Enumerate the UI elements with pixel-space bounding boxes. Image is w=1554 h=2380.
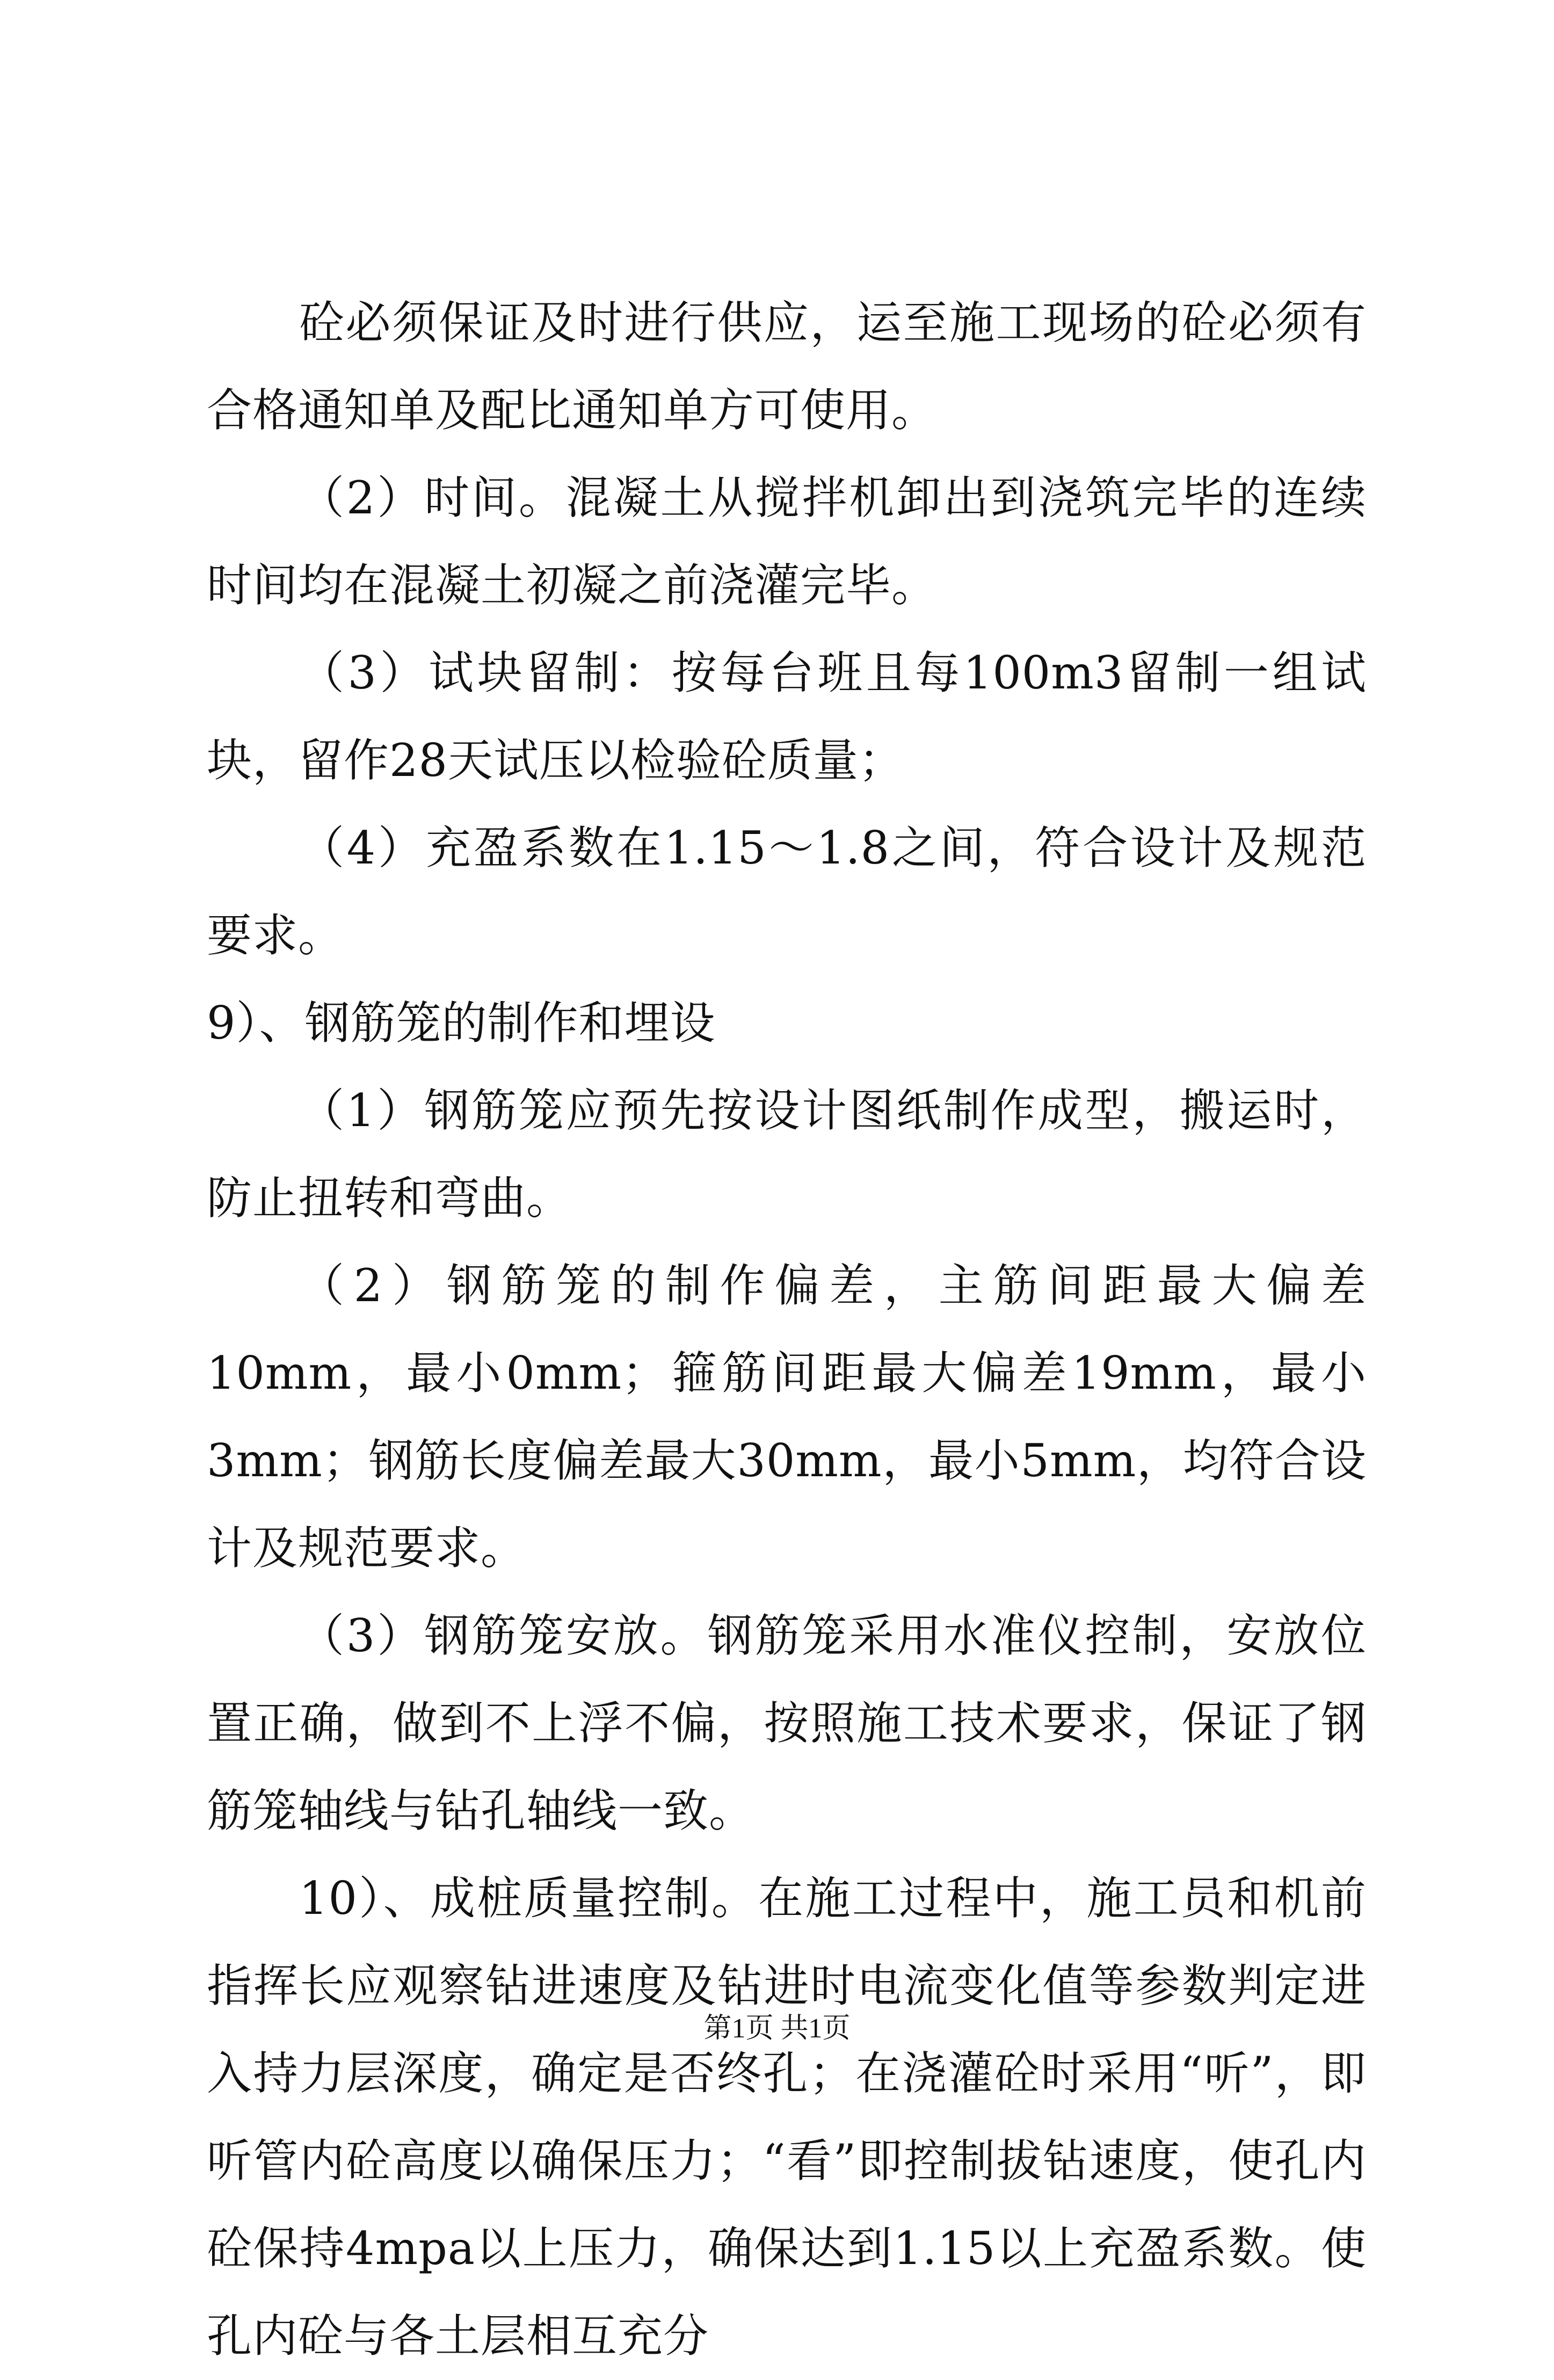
page-number-footer: 第1页 共1页: [703, 2013, 851, 2044]
paragraph-test-block: （3）试块留制：按每台班且每100m3留制一组试块，留作28天试压以检验砼质量；: [207, 647, 1367, 787]
section-heading-rebar-cage: 9）、钢筋笼的制作和埋设: [207, 997, 716, 1049]
paragraph-rebar-deviation: （2）钢筋笼的制作偏差，主筋间距最大偏差10mm，最小0mm；箍筋间距最大偏差19mm，最小3mm；钢筋长度偏差最大30mm，最小5mm，均符合设计及规范要求。: [207, 1259, 1367, 1574]
paragraph-time: （2）时间。混凝土从搅拌机卸出到浇筑完毕的连续时间均在混凝土初凝之前浇灌完毕。: [207, 471, 1367, 612]
paragraph-filling-factor: （4）充盈系数在1.15～1.8之间，符合设计及规范要求。: [207, 822, 1367, 962]
document-body: [207, 279, 1367, 2380]
paragraph-pile-quality-control: 10）、成桩质量控制。在施工过程中，施工员和机前指挥长应观察钻进速度及钻进时电流变化值等参数判定进入持力层深度，确定是否终孔；在浇灌砼时采用“听”，即听管内砼高度以确保压力；“看”即控制拔钻速度，使孔内砼保持4mpa以上压力，确保达到1.15以上充盈系数。使孔内砼与各土层相互充分: [207, 1872, 1367, 2362]
paragraph-concrete-supply: 砼必须保证及时进行供应，运至施工现场的砼必须有合格通知单及配比通知单方可使用。: [207, 296, 1367, 437]
paragraph-rebar-fabrication: （1）钢筋笼应预先按设计图纸制作成型，搬运时，防止扭转和弯曲。: [207, 1084, 1367, 1224]
paragraph-rebar-placement: （3）钢筋笼安放。钢筋笼采用水准仪控制，安放位置正确，做到不上浮不偏，按照施工技术要求，保证了钢筋笼轴线与钻孔轴线一致。: [207, 1609, 1367, 1837]
